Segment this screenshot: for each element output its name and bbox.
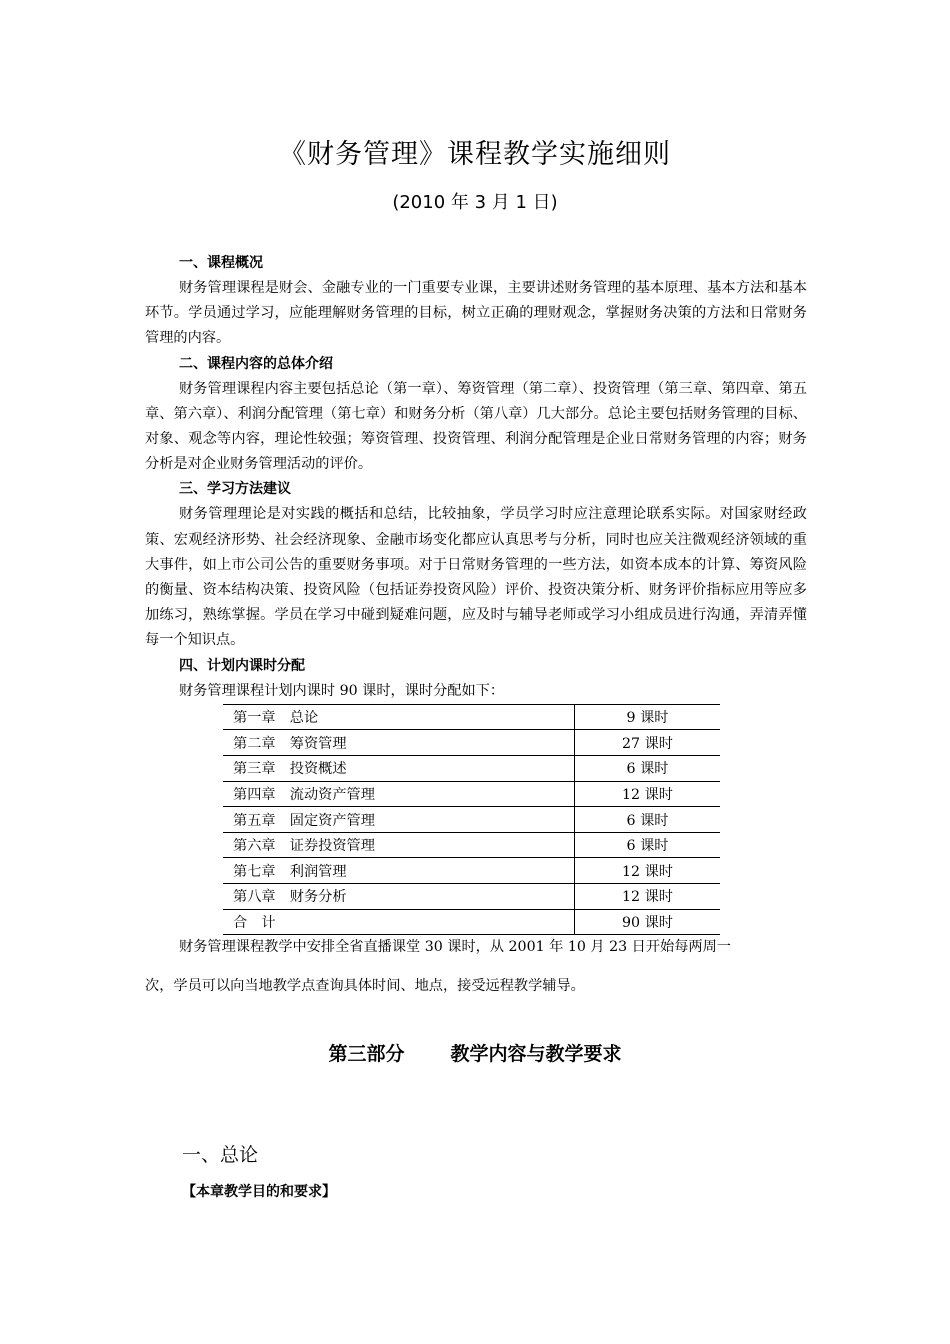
hours-cell: 6 课时 [575, 832, 721, 858]
table-row [223, 704, 720, 730]
table-row [223, 807, 720, 833]
chapter-cell: 合 计 [223, 909, 575, 935]
document-date: (2010 年 3 月 1 日) [392, 192, 558, 213]
section-text-broadcast-1: 财务管理课程教学中安排全省直播课堂 30 课时，从 2001 年 10 月 23 日开始每两周一 [179, 939, 731, 956]
section-heading-hours: 四、计划内课时分配 [179, 657, 305, 674]
chapter-cell: 第三章 投资概述 [223, 756, 575, 782]
hours-cell: 90 课时 [575, 909, 721, 935]
part-three-title: 教学内容与教学要求 [450, 1043, 622, 1065]
section-heading-overview: 一、课程概况 [179, 255, 263, 271]
hours-cell: 12 课时 [575, 884, 721, 910]
table-row [223, 858, 720, 884]
document-body [145, 251, 807, 999]
section-text-broadcast-2: 次，学员可以向当地教学点查询具体时间、地点，接受远程教学辅导。 [145, 978, 585, 995]
document-title: 《财务管理》课程教学实施细则 [279, 139, 671, 170]
section-text-method: 财务管理理论是对实践的概括和总结，比较抽象，学员学习时应注意理论联系实际。对国家财经政策、宏观经济形势、社会经济现象、金融市场变化都应认真思考与分析，同时也应关注微观经济领域的重大事件，如上市公司公告的重要财务事项。对于日常财务管理的一些方法，如资本成本的计算、筹资风险的衡量、资本结构决策、投资风险（包括证券投资风险）评价、投资决策分析、财务评价指标应用等应多加练习，熟练掌握。学员在学习中碰到疑难问题，应及时与辅导老师或学习小组成员进行沟通，弄清弄懂每一个知识点。 [145, 506, 807, 649]
section-text-hours-intro: 财务管理课程计划内课时 90 课时，课时分配如下： [179, 682, 505, 699]
section-heading-method: 三、学习方法建议 [179, 481, 291, 498]
part-three-label: 第三部分 [328, 1043, 405, 1065]
hours-cell: 9 课时 [575, 704, 721, 730]
section-text-overview: 财务管理课程是财会、金融专业的一门重要专业课，主要讲述财务管理的基本原理、基本方法和基本环节。学员通过学习，应能理解财务管理的目标，树立正确的理财观念，掌握财务决策的方法和日常财务管理的内容。 [145, 280, 807, 347]
hours-cell: 27 课时 [575, 730, 721, 756]
chapter-cell: 第七章 利润管理 [223, 858, 575, 884]
chapter-cell: 第五章 固定资产管理 [223, 807, 575, 833]
hours-cell: 6 课时 [575, 756, 721, 782]
chapter-cell: 第四章 流动资产管理 [223, 781, 575, 807]
table-row [223, 781, 720, 807]
part-three-heading [0, 1039, 950, 1066]
hours-cell: 12 课时 [575, 781, 721, 807]
hours-cell: 12 课时 [575, 858, 721, 884]
table-row [223, 909, 720, 935]
table-row [223, 832, 720, 858]
section-heading-content: 二、课程内容的总体介绍 [179, 355, 333, 372]
chapter-one-heading: 一、总论 [182, 1144, 259, 1166]
hours-cell: 6 课时 [575, 807, 721, 833]
chapter-cell: 第六章 证券投资管理 [223, 832, 575, 858]
table-row [223, 884, 720, 910]
hours-table [223, 704, 720, 935]
table-row [223, 730, 720, 756]
chapter-cell: 第二章 筹资管理 [223, 730, 575, 756]
section-text-content: 财务管理课程内容主要包括总论（第一章）、筹资管理（第二章）、投资管理（第三章、第四章、第五章、第六章）、利润分配管理（第七章）和财务分析（第八章）几大部分。总论主要包括财务管理的目标、对象、观念等内容，理论性较强；筹资管理、投资管理、利润分配管理是企业日常财务管理的内容；财务分析是对企业财务管理活动的评价。 [145, 380, 807, 473]
chapter-cell: 第一章 总论 [223, 704, 575, 730]
chapter-cell: 第八章 财务分析 [223, 884, 575, 910]
table-row [223, 756, 720, 782]
chapter-one-aim-heading: 【本章教学目的和要求】 [182, 1184, 336, 1200]
